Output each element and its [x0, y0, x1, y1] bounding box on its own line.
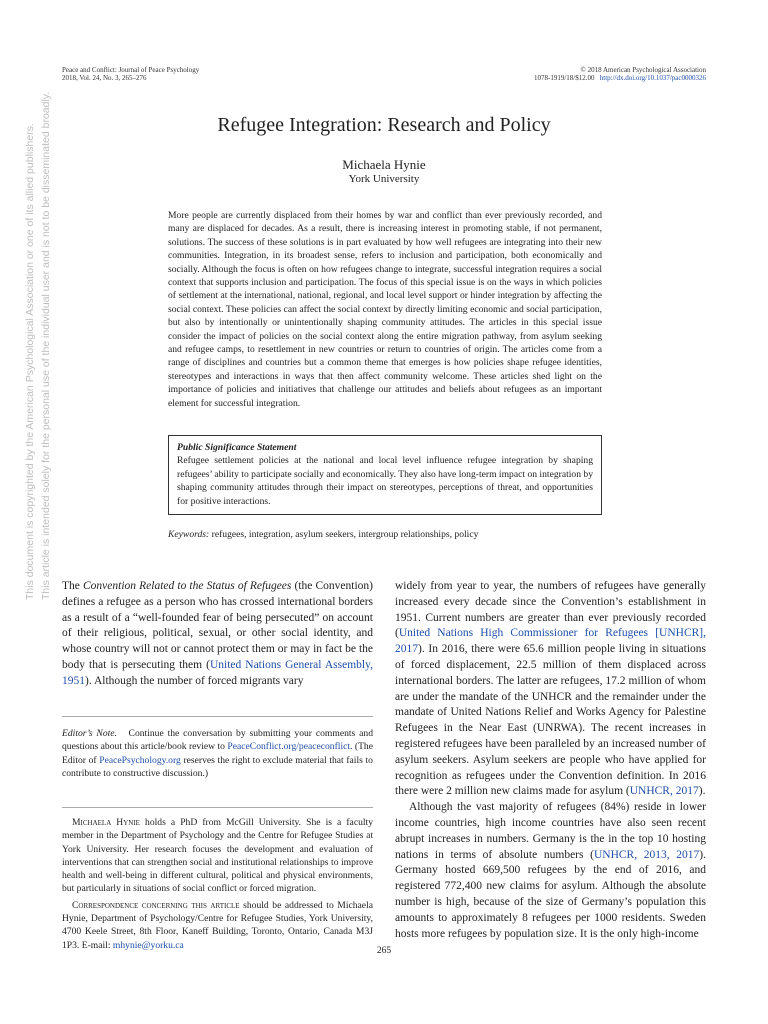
- volume-info: 2018, Vol. 24, No. 3, 265–276: [62, 74, 147, 82]
- body-paragraph: [395, 800, 706, 942]
- author-bio: [62, 816, 373, 896]
- body-text: (the Convention) defines a refugee as a person who has crossed international borders as a result of a “well-founded fear of being persecuted” on account of their religious, political, sexual, or other social identity, and whose country will not or cannot protect them or may in fact be the body that is persecuting them (: [62, 580, 373, 671]
- right-column: [395, 579, 706, 942]
- author-note: [62, 807, 373, 955]
- editors-note-label: Editor’s Note.: [62, 728, 117, 739]
- body-text: ).: [698, 785, 706, 798]
- public-significance-text: Refugee settlement policies at the national and local level influence refugee integration by shaping refugees’ ability to participate socially and economically. They also have long-term impact on integration by shaping community attitudes through their impact on stereotypes, perceptions of threat, and opportunities for positive interactions.: [177, 455, 593, 507]
- body-text: Although the vast majority of refugees (84%) reside in lower income countries, high income countries have also seen recent abrupt increases in numbers. Germany is the in the top 10 hosting nations in terms of absolute numbers (: [395, 801, 706, 861]
- correspondence-label: Correspondence concerning this article: [72, 899, 240, 911]
- page-number: 265: [376, 946, 392, 956]
- email-link[interactable]: mhynie@yorku.ca: [112, 939, 184, 951]
- body-text: ). Germany hosted 669,500 refugees by the end of 2016, and registered 772,400 new claims for asylum. Although the absolute number is high, because of the size of Germany’s population this amounts to approximately 8 refugees per 1000 residents. Sweden hosts more refugees by population size. It is the only high-income: [395, 848, 706, 940]
- author-affiliation: York University: [348, 173, 420, 185]
- editors-note-text: Continue the conversation by submitting your comments and questions about this article/book review to: [62, 728, 374, 753]
- body-paragraph: [395, 579, 706, 800]
- bio-text: holds a PhD from McGill University. She is a faculty member in the Department of Psychology and the Centre for Refugee Studies at York University. Her research focuses the development and evaluation of interventions that can strengthen social and institutional relationships to improve health and well-being in different cultural, political and physical environments, but particularly in situations of social conflict or forced migration.: [62, 817, 374, 895]
- convention-title: Convention Related to the Status of Refugees: [83, 580, 292, 592]
- body-paragraph: [62, 579, 373, 690]
- left-column: [62, 579, 373, 690]
- body-text: ). In 2016, there were 65.6 million people living in situations of forced displacement, 22.5 million of them displaced across international borders. The latter are refugees, 17.2 million of whom are under the mandate of the UNHCR and the remainder under the mandate of United Nations Relief and Works Agency for Palestine Refugees in the Near East (UNRWA). The recent increases in registered refugees have been paralleled by an increased number of asylum seekers. Asylum seekers are people who have applied for recognition as refugees under the Convention definition. In 2016 there were 2 million new claims made for asylum (: [395, 643, 706, 798]
- issn: 1078-1919/18/$12.00: [534, 74, 595, 82]
- keywords-text: refugees, integration, asylum seekers, intergroup relationships, policy: [211, 529, 479, 540]
- correspondence-text: should be addressed to Michaela Hynie, Department of Psychology/Centre for Refugee Studies, York University, 4700 Keele Street, 8th Floor, Kaneff Building, Toronto, Ontario, Canada M3J 1P3. E-mail:: [62, 899, 373, 951]
- running-header-left: [62, 66, 199, 82]
- peacepsychology-link[interactable]: PeacePsychology.org: [99, 754, 181, 766]
- copyright-margin-notice: [22, 92, 54, 600]
- bio-name: Michaela Hynie: [72, 817, 140, 828]
- editors-note-text: reserves the right to exclude material that fails to contribute to constructive discussion.): [62, 754, 373, 779]
- journal-name: Peace and Conflict: Journal of Peace Psychology: [62, 66, 200, 74]
- author-name: Michaela Hynie: [342, 157, 426, 172]
- abstract: More people are currently displaced from their homes by war and conflict than ever previously recorded, and many are displaced for decades. As a result, there is increasing interest in promoting stable, if not permanent, solutions. The success of these solutions is in part evaluated by how well refugees are integrating into their new communities. Integration, in its broadest sense, refers to inclusion and participation, both economically and socially. Although the focus is often on how refugees change to integrate, successful integration requires a social context that supports inclusion and participation. The focus of this special issue is on the ways in which policies of settlement at the international, national, regional, and local level support or hinder integration by affecting the social context. These policies can affect the social context by directly limiting economic and social participation, but also by intentionally or unintentionally shaping community attitudes. The articles in this special issue consider the impact of policies on the social context along the entire migration pathway, from asylum seeking and refugee camps, to resettlement in new countries or return to countries of origin. The articles come from a range of disciplines and countries but a common theme that emerges is how policies shape refugee identities, stereotypes and interactions in ways that then affect community welcome. These articles shed light on the importance of policies and initiatives that challenge our attitudes and beliefs about refugees as an important element for successful integration.: [168, 210, 602, 409]
- citation-link[interactable]: UNHCR, 2013, 2017: [593, 848, 700, 861]
- issn-doi-line: [534, 74, 706, 82]
- citation-link[interactable]: UNHCR, 2017: [629, 785, 699, 798]
- public-significance-title: Public Significance Statement: [177, 442, 297, 453]
- editors-note-text: . (The Editor of: [62, 741, 373, 766]
- citation-link[interactable]: United Nations General Assembly, 1951: [62, 658, 374, 687]
- copyright-line: © 2018 American Psychological Association: [580, 66, 706, 74]
- margin-notice-line-2: This article is intended solely for the personal use of the individual user and is not to be disseminated broadly.: [40, 91, 52, 600]
- editors-note: [62, 716, 373, 780]
- body-text: The: [62, 580, 83, 592]
- keywords-label: Keywords:: [168, 529, 210, 540]
- body-text: ). Although the number of forced migrants vary: [85, 674, 304, 687]
- public-significance-box: [168, 435, 602, 515]
- citation-link[interactable]: United Nations High Commissioner for Refugees [UNHCR], 2017: [395, 627, 706, 656]
- peaceconflict-link[interactable]: PeaceConflict.org/peaceconflict: [227, 741, 351, 753]
- running-header-right: [534, 66, 706, 82]
- doi-link[interactable]: http://dx.doi.org/10.1037/pac0000326: [599, 74, 706, 82]
- body-text: widely from year to year, the numbers of refugees have generally increased every decade since the Convention’s establishment in 1951. Current numbers are greater than ever previously recorded (: [395, 580, 706, 640]
- correspondence: [62, 899, 373, 952]
- article-title: Refugee Integration: Research and Policy: [217, 114, 551, 136]
- margin-notice-line-1: This document is copyrighted by the American Psychological Association or one of its allied publishers.: [24, 123, 36, 600]
- keywords: [168, 529, 602, 540]
